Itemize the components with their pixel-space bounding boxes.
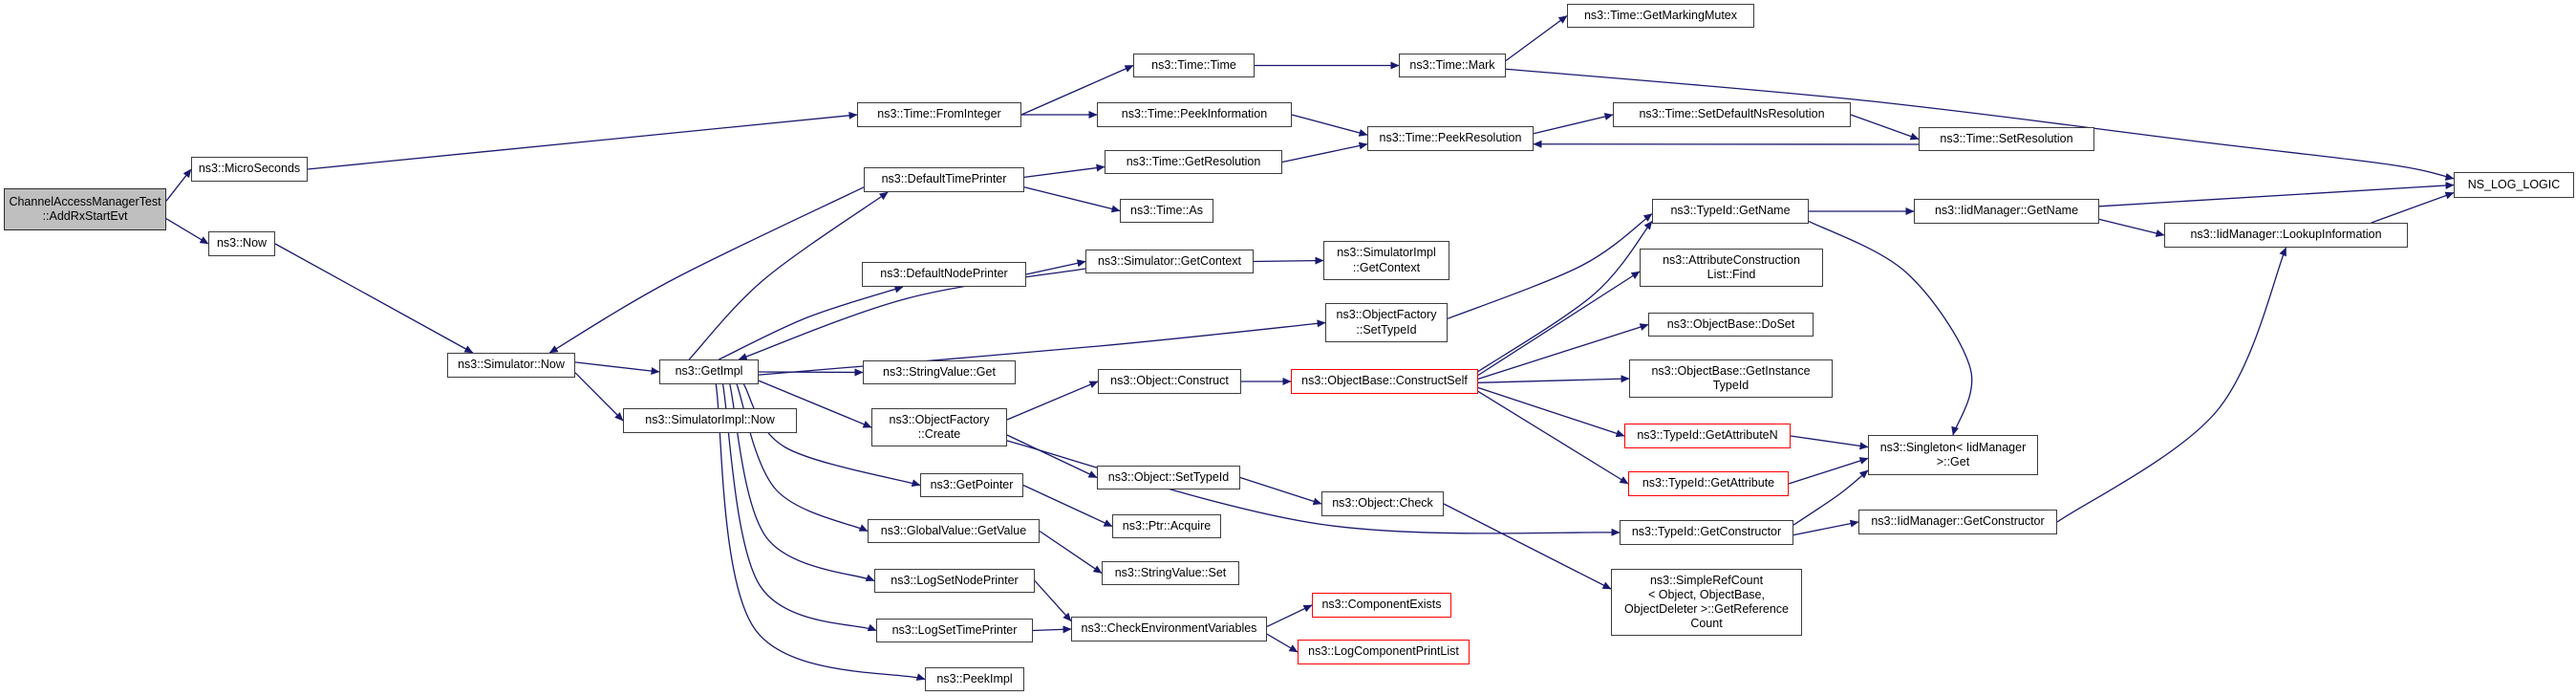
edge-typeidgetname-singletonget: [1809, 221, 1972, 435]
graph-node-getattributen[interactable]: [1624, 424, 1791, 448]
graph-node-iidgetconstructor[interactable]: [1858, 510, 2057, 534]
graph-node-peekresolution[interactable]: [1367, 126, 1534, 151]
graph-node-create[interactable]: [871, 408, 1007, 446]
edge-getimpl-stringvalueget: [759, 372, 863, 373]
graph-node-label: ns3::Object::Check: [1332, 496, 1433, 511]
edge-root-microseconds: [166, 169, 191, 201]
graph-node-typeidgetconstructor[interactable]: [1620, 520, 1793, 545]
graph-node-ptracquire[interactable]: [1112, 514, 1221, 538]
edge-defaulttimeprinter-simnow: [549, 187, 864, 353]
edge-getimpl-offactorysettypeid: [759, 323, 1325, 376]
graph-node-getmarkingmutex[interactable]: [1567, 4, 1754, 28]
graph-node-label: ChannelAccessManagerTest: [9, 194, 161, 208]
graph-node-objsettypeid[interactable]: [1097, 466, 1240, 489]
graph-node-label: ns3::ComponentExists: [1321, 598, 1442, 612]
graph-node-objconstruct[interactable]: [1098, 369, 1241, 394]
edge-getimpl-defaulttimeprinter: [689, 192, 888, 359]
graph-node-label: ns3::Time::SetDefaultNsResolution: [1639, 107, 1825, 121]
edge-peekinfo-peekresolution: [1292, 115, 1367, 135]
graph-node-label: ns3::Time::GetResolution: [1126, 154, 1261, 168]
edge-iidgetconstructor-lookupinfo: [2057, 248, 2286, 522]
graph-node-simplerefcount[interactable]: [1611, 569, 1802, 636]
graph-node-globalvaluegetvalue[interactable]: [868, 519, 1040, 543]
graph-node-peekimpl[interactable]: [925, 667, 1024, 691]
graph-node-simgetcontext[interactable]: [1085, 250, 1254, 273]
graph-node-label: < Object, ObjectBase,: [1648, 587, 1765, 601]
edge-defaulttimeprinter-timeas: [1024, 187, 1120, 211]
graph-node-lookupinfo[interactable]: [2164, 223, 2408, 248]
graph-node-label: ns3::DefaultTimePrinter: [881, 172, 1007, 186]
graph-node-getattribute[interactable]: [1628, 471, 1789, 496]
graph-node-typeidgetname[interactable]: [1652, 199, 1809, 224]
graph-node-label: ns3::PeekImpl: [936, 671, 1013, 685]
edge-iidgetname-nsloglogic: [2099, 185, 2454, 207]
edge-getattributen-singletonget: [1791, 436, 1868, 447]
graph-node-label: ns3::LogSetTimePrinter: [891, 622, 1018, 637]
graph-node-label: ns3::TypeId::GetName: [1670, 204, 1791, 218]
graph-node-getresolution[interactable]: [1105, 150, 1282, 174]
graph-node-label: ns3::ObjectFactory: [1336, 308, 1437, 322]
graph-node-label: ns3::AttributeConstruction: [1663, 252, 1800, 267]
graph-node-label: ns3::Time::GetMarkingMutex: [1583, 8, 1737, 22]
graph-node-root[interactable]: [4, 188, 166, 230]
edge-peekresolution-setdefaultns: [1534, 115, 1613, 134]
graph-node-label: ns3::GlobalValue::GetValue: [880, 523, 1027, 537]
graph-node-constructself[interactable]: [1291, 369, 1478, 394]
graph-node-label: ns3::CheckEnvironmentVariables: [1081, 621, 1257, 636]
edge-iidgetname-lookupinfo: [2099, 219, 2164, 235]
graph-node-label: ns3::ObjectBase::DoSet: [1666, 316, 1795, 331]
graph-node-label: >::Get: [1936, 455, 1970, 468]
edge-defaulttimeprinter-getresolution: [1024, 167, 1105, 178]
graph-node-nsloglogic[interactable]: [2454, 172, 2574, 198]
graph-node-label: ns3::IidManager::GetConstructor: [1871, 514, 2045, 529]
graph-node-logsetnodeprinter[interactable]: [874, 569, 1035, 593]
graph-node-label: ns3::Time::Mark: [1409, 57, 1495, 72]
graph-node-timeas[interactable]: [1120, 199, 1213, 223]
graph-node-label: ns3::ObjectFactory: [889, 412, 990, 426]
graph-node-label: ns3::Object::Construct: [1110, 374, 1229, 388]
edge-simnow-getimpl: [575, 362, 659, 372]
graph-node-label: ns3::SimulatorImpl: [1337, 246, 1436, 260]
graph-node-label: ns3::StringValue::Get: [883, 364, 996, 379]
graph-node-peekinfo[interactable]: [1097, 102, 1292, 127]
graph-node-label: ns3::Time::As: [1130, 203, 1203, 217]
edge-getimpl-defaultnodeprinter: [719, 287, 903, 359]
edge-microseconds-frominteger: [308, 115, 857, 169]
graph-node-setdefaultns[interactable]: [1613, 102, 1851, 127]
graph-node-label: ns3::IidManager::GetName: [1934, 204, 2079, 218]
graph-node-label: ns3::MicroSeconds: [198, 162, 301, 176]
edge-create-objsettypeid: [1007, 435, 1097, 478]
graph-node-label: ns3::Object::SetTypeId: [1107, 469, 1230, 484]
edge-constructself-getattribute: [1478, 391, 1628, 484]
edge-getresolution-peekresolution: [1282, 144, 1367, 163]
graph-node-label: ns3::TypeId::GetAttribute: [1642, 476, 1775, 490]
graph-node-timetime[interactable]: [1133, 54, 1255, 77]
edge-checkenv-componentexists: [1267, 605, 1312, 626]
graph-node-label: ns3::TypeId::GetConstructor: [1631, 525, 1782, 539]
edge-simgetcontext-simimplgetcontext: [1254, 261, 1323, 262]
graph-node-label: Count: [1690, 617, 1723, 631]
graph-node-defaulttimeprinter[interactable]: [864, 167, 1024, 192]
graph-node-label: ::AddRxStartEvt: [42, 209, 128, 223]
graph-node-now[interactable]: [208, 231, 275, 256]
edge-constructself-getattributen: [1478, 388, 1624, 437]
graph-node-label: ns3::GetImpl: [675, 364, 743, 379]
graph-node-label: ns3::GetPointer: [930, 477, 1014, 491]
graph-node-simnow[interactable]: [447, 353, 575, 378]
graph-node-label: ns3::SimulatorImpl::Now: [645, 413, 775, 427]
graph-node-componentexists[interactable]: [1312, 593, 1451, 618]
graph-node-label: ns3::ObjectBase::ConstructSelf: [1301, 374, 1468, 388]
graph-node-offactorysettypeid[interactable]: [1325, 303, 1448, 342]
graph-node-label: ns3::Time::FromInteger: [877, 107, 1001, 121]
edge-constructself-typeidgetname: [1478, 221, 1652, 371]
edge-typeidgetconstructor-iidgetconstructor: [1793, 522, 1858, 535]
graph-node-label: TypeId: [1712, 379, 1750, 392]
graph-node-setresolution[interactable]: [1919, 127, 2094, 151]
graph-node-stringvalueget[interactable]: [863, 360, 1016, 384]
graph-node-label: ::GetContext: [1352, 260, 1421, 274]
edge-objsettypeid-objcheck: [1240, 478, 1321, 505]
edge-logsetnodeprinter-checkenv: [1035, 581, 1071, 621]
graph-node-defaultnodeprinter[interactable]: [862, 262, 1026, 287]
graph-node-label: ns3::Simulator::GetContext: [1097, 253, 1242, 268]
graph-node-logcomponentprintlist[interactable]: [1298, 640, 1470, 664]
graph-node-label: ns3::Singleton< IidManager: [1879, 440, 2027, 454]
edge-simnow-simimplnow: [575, 373, 623, 421]
edge-getimpl-globalvaluegetvalue: [737, 384, 868, 532]
graph-node-getinstancetypeid[interactable]: [1629, 359, 1833, 398]
graph-node-getpointer[interactable]: [920, 473, 1023, 497]
graph-node-simimplgetcontext[interactable]: [1323, 241, 1449, 280]
graph-node-label: ns3::Time::PeekResolution: [1379, 131, 1522, 145]
graph-node-dosset[interactable]: [1648, 313, 1814, 337]
edge-create-objconstruct: [1007, 381, 1098, 420]
graph-node-label: ns3::Time::PeekInformation: [1121, 107, 1268, 121]
edge-logsettimeprinter-checkenv: [1033, 629, 1071, 631]
edge-setdefaultns-setresolution: [1851, 115, 1919, 140]
graph-node-label: ns3::ObjectBase::GetInstance: [1651, 363, 1811, 378]
graph-node-label: ObjectDeleter >::GetReference: [1624, 602, 1789, 616]
graph-node-simimplnow[interactable]: [623, 408, 797, 433]
graph-node-label: ns3::LogComponentPrintList: [1308, 644, 1459, 659]
edge-offactorysettypeid-typeidgetname: [1448, 214, 1652, 319]
graph-node-label: ns3::IidManager::LookupInformation: [2190, 228, 2382, 242]
graph-node-timemark[interactable]: [1399, 54, 1506, 77]
edge-constructself-attrconstrfind: [1478, 272, 1640, 376]
graph-node-checkenv[interactable]: [1071, 617, 1267, 642]
graph-node-label: ns3::Ptr::Acquire: [1122, 518, 1212, 533]
graph-node-attrconstrfind[interactable]: [1640, 249, 1823, 287]
graph-node-stringvalueset[interactable]: [1102, 561, 1239, 585]
graph-node-label: ::Create: [917, 427, 961, 441]
edge-timemark-getmarkingmutex: [1506, 16, 1567, 61]
edge-checkenv-logcomponentprintlist: [1267, 634, 1298, 652]
graph-node-label: ns3::LogSetNodePrinter: [891, 573, 1019, 587]
graph-node-label: ns3::TypeId::GetAttributeN: [1637, 428, 1778, 443]
edge-constructself-dosset: [1478, 325, 1648, 380]
graph-node-iidgetname[interactable]: [1914, 199, 2099, 224]
graph-node-label: ns3::Simulator::Now: [458, 358, 565, 372]
graph-node-label: List::Find: [1707, 268, 1756, 281]
edge-lookupinfo-nsloglogic: [2372, 193, 2454, 223]
edge-root-now: [166, 219, 208, 244]
graph-node-label: ::SetTypeId: [1356, 322, 1417, 337]
graph-node-label: ns3::StringValue::Set: [1114, 565, 1227, 579]
edge-constructself-getinstancetypeid: [1478, 379, 1629, 382]
edge-now-simnow: [275, 244, 473, 353]
graph-node-microseconds[interactable]: [191, 157, 308, 182]
edge-objcheck-simplerefcount: [1444, 504, 1611, 589]
graph-node-frominteger[interactable]: [857, 102, 1021, 127]
graph-node-singletonget[interactable]: [1868, 435, 2038, 475]
graph-node-label: ns3::Time::SetResolution: [1940, 131, 2073, 145]
graph-node-logsettimeprinter[interactable]: [876, 619, 1033, 642]
edge-globalvaluegetvalue-stringvalueset: [1040, 532, 1102, 574]
graph-node-label: NS_LOG_LOGIC: [2467, 177, 2561, 191]
graph-node-label: ns3::SimpleRefCount: [1649, 573, 1764, 587]
graph-node-label: ns3::DefaultNodePrinter: [880, 267, 1008, 281]
graph-node-label: ns3::Now: [216, 236, 268, 250]
graph-node-label: ns3::Time::Time: [1151, 57, 1236, 72]
graph-node-objcheck[interactable]: [1321, 491, 1444, 516]
graph-node-getimpl[interactable]: [659, 359, 759, 384]
